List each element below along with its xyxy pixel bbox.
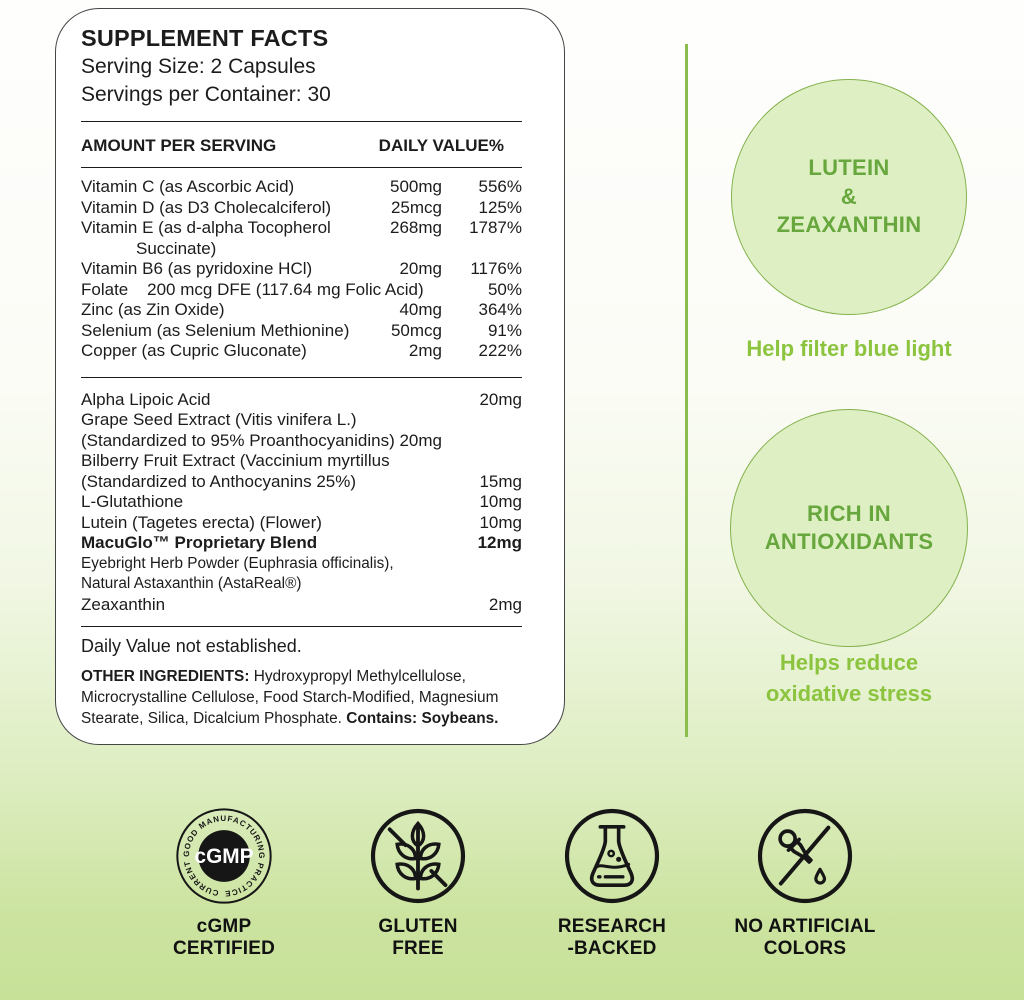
nutrient-name: Eyebright Herb Powder (Euphrasia officinalis),: [81, 554, 394, 572]
table-row: [81, 300, 522, 321]
nutrient-name: Zinc (as Zin Oxide): [81, 300, 225, 319]
nutrient-name: Alpha Lipoic Acid: [81, 389, 211, 409]
badge-icon-wrap: [124, 805, 324, 907]
servings-per-container: Servings per Container: 30: [81, 83, 331, 106]
contains-statement: Contains: Soybeans.: [346, 710, 499, 727]
benefit-line: RICH IN: [806, 500, 891, 526]
badge-label-line: COLORS: [763, 937, 847, 959]
badge-label-line: FREE: [392, 937, 444, 959]
nutrient-name: Copper (as Cupric Gluconate): [81, 341, 307, 360]
divider-line: [81, 377, 522, 378]
table-row: [81, 410, 522, 431]
badge-label-line: GLUTEN: [378, 916, 458, 937]
nutrient-amount: 268mg: [390, 218, 442, 237]
caption-line: Helps reduce: [779, 650, 919, 675]
nutrient-daily-value: 50%: [487, 279, 522, 299]
badge-icon-wrap: [318, 805, 518, 907]
table-header: [81, 136, 522, 156]
nutrient-daily-value: 1787%: [469, 218, 522, 237]
benefit-caption-blue-light: Help filter blue light: [746, 336, 952, 361]
table-row: [81, 554, 522, 575]
badge-label: [124, 916, 324, 959]
table-row: [81, 390, 522, 411]
benefit-line: &: [840, 183, 858, 209]
table-row: [81, 239, 522, 260]
table-row: [81, 341, 522, 362]
badge-icon-wrap: [512, 805, 712, 907]
nutrient-name: Folate 200 mcg DFE (117.64 mg Folic Acid): [81, 279, 424, 299]
benefit-circle-lutein: [731, 79, 967, 315]
daily-value-note: Daily Value not established.: [81, 636, 302, 656]
nutrient-name: Succinate): [136, 238, 217, 258]
column-header-amount: AMOUNT PER SERVING: [81, 136, 277, 155]
nutrient-amount: 2mg: [488, 594, 522, 614]
badge-label-line: RESEARCH: [557, 916, 667, 937]
table-row: [81, 321, 522, 342]
nutrient-name: (Standardized to 95% Proanthocyanidins) 20mg: [81, 430, 442, 450]
nutrient-daily-value: 222%: [478, 341, 522, 360]
table-row: [81, 280, 522, 301]
caption-line: oxidative stress: [765, 681, 933, 706]
badge-cgmp: [124, 805, 324, 959]
nutrient-name: Grape Seed Extract (Vitis vinifera L.): [81, 410, 357, 429]
cgmp-seal-icon: [174, 806, 274, 906]
table-row: [81, 595, 522, 616]
benefit-circle-text: [777, 154, 922, 240]
nutrient-amount: 20mg: [399, 259, 442, 278]
nutrient-name: MacuGlo™ Proprietary Blend: [81, 533, 318, 552]
table-row: [81, 177, 522, 198]
other-ingredients-text: Hydroxypropyl Methylcellulose, Microcrystalline Cellulose, Food Starch-Modified, Magnesium Stearate, Silica, Dicalcium Phosphate.: [81, 668, 499, 727]
nutrient-amount: 500mg: [390, 177, 442, 196]
nutrient-daily-value: 1176%: [470, 259, 522, 278]
nutrient-amount: 15mg: [479, 471, 522, 491]
nutrient-amount: 10mg: [479, 492, 522, 511]
table-row: [81, 513, 522, 534]
benefit-circle-antioxidants: [730, 409, 968, 647]
column-header-daily-value: DAILY VALUE%: [378, 136, 504, 155]
divider-line: [81, 167, 522, 168]
nutrient-amount: 40mg: [399, 300, 442, 319]
botanicals-table: [81, 390, 522, 616]
nutrient-name: Vitamin B6 (as pyridoxine HCl): [81, 259, 313, 278]
divider-line: [81, 121, 522, 122]
svg-text:cGMP: cGMP: [194, 845, 254, 869]
nutrient-amount: 10mg: [479, 512, 522, 532]
table-row: [81, 472, 522, 493]
table-row: [81, 492, 522, 513]
badge-icon-wrap: [705, 805, 905, 907]
nutrient-amount: 50mcg: [390, 320, 442, 340]
nutrient-amount: 12mg: [477, 533, 522, 552]
nutrient-amount: 2mg: [408, 341, 442, 360]
svg-text:CURRENT GOOD MANUFACTURING PRA: CURRENT GOOD MANUFACTURING PRACTICE: [181, 813, 267, 899]
nutrient-daily-value: 556%: [478, 177, 522, 196]
badge-label: [318, 916, 518, 959]
nutrient-daily-value: 125%: [478, 197, 522, 217]
badge-label-line: NO ARTIFICIAL: [734, 916, 876, 937]
benefit-line: LUTEIN: [808, 155, 890, 181]
nutrient-name: Zeaxanthin: [81, 594, 166, 614]
nutrient-amount: 25mcg: [390, 197, 442, 217]
nutrient-name: Vitamin E (as d-alpha Tocopherol: [81, 218, 331, 237]
badge-label: [512, 916, 712, 959]
other-ingredients: [81, 666, 504, 729]
benefit-caption-oxidative-stress: [689, 647, 1009, 709]
table-row: [81, 259, 522, 280]
nutrient-amount: 20mg: [479, 389, 522, 409]
nutrient-name: (Standardized to Anthocyanins 25%): [81, 471, 357, 491]
nutrient-name: Vitamin C (as Ascorbic Acid): [81, 177, 295, 196]
vertical-divider: [685, 44, 688, 737]
dropper-slash-icon: [755, 806, 855, 906]
wheat-slash-icon: [368, 806, 468, 906]
table-row: [81, 574, 522, 595]
panel-title: SUPPLEMENT FACTS: [81, 25, 329, 51]
table-row: [81, 218, 522, 239]
nutrient-name: Natural Astaxanthin (AstaReal®): [81, 575, 302, 592]
badge-label-line: -BACKED: [567, 937, 657, 959]
badge-research-backed: [512, 805, 712, 959]
supplement-facts-panel: [55, 8, 565, 745]
table-row: [81, 451, 522, 472]
serving-size: Serving Size: 2 Capsules: [81, 55, 316, 78]
table-row: [81, 533, 522, 554]
badge-no-artificial-colors: [705, 805, 905, 959]
nutrient-daily-value: 91%: [487, 320, 522, 340]
nutrient-name: L-Glutathione: [81, 492, 184, 511]
nutrient-daily-value: 364%: [478, 300, 522, 319]
badge-label: [705, 916, 905, 959]
badge-label-line: cGMP: [196, 916, 252, 937]
nutrients-table: [81, 177, 522, 362]
caption-lines: [689, 647, 1009, 709]
table-row: [81, 431, 522, 452]
nutrient-name: Vitamin D (as D3 Cholecalciferol): [81, 197, 332, 217]
flask-icon: [562, 806, 662, 906]
benefit-line: ANTIOXIDANTS: [764, 529, 934, 554]
table-row: [81, 198, 522, 219]
nutrient-name: Lutein (Tagetes erecta) (Flower): [81, 512, 322, 532]
nutrient-name: Selenium (as Selenium Methionine): [81, 320, 350, 340]
other-ingredients-label: OTHER INGREDIENTS:: [81, 668, 250, 685]
divider-line: [81, 626, 522, 627]
badge-label-line: CERTIFIED: [172, 937, 276, 959]
benefit-circle-text: [765, 500, 934, 557]
badge-gluten-free: [318, 805, 518, 959]
benefit-line: ZEAXANTHIN: [776, 212, 922, 238]
nutrient-name: Bilberry Fruit Extract (Vaccinium myrtillus: [81, 451, 390, 470]
